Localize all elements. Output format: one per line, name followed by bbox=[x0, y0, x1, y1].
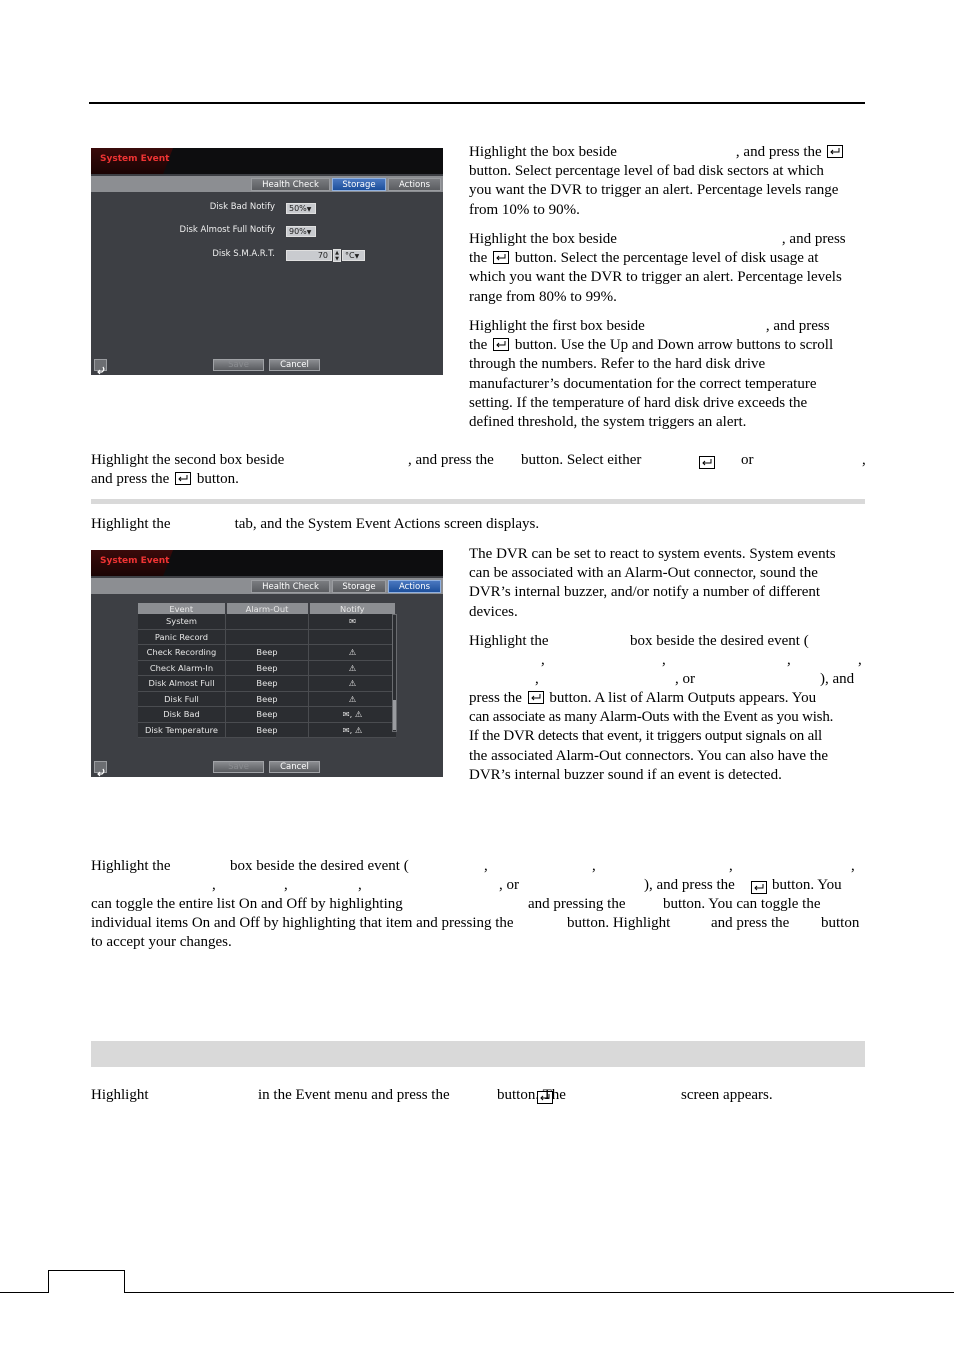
section-divider bbox=[91, 499, 865, 504]
text: box beside the desired event ( bbox=[230, 858, 409, 874]
chevron-down-icon: ▼ bbox=[306, 229, 312, 236]
text: , bbox=[858, 652, 862, 668]
tab-strip bbox=[91, 578, 443, 594]
cancel-button[interactable]: Cancel bbox=[269, 359, 320, 371]
text: from 10% to 90%. bbox=[469, 201, 580, 218]
text: , bbox=[541, 652, 545, 668]
text: which you want the DVR to trigger an alert. Percentage levels bbox=[469, 269, 842, 286]
screen-title: System Event bbox=[100, 154, 170, 164]
disk-bad-paragraph bbox=[469, 143, 869, 220]
text: Highlight the bbox=[91, 516, 171, 532]
text: The DVR can be set to react to system events. System events bbox=[469, 546, 836, 562]
notify-cell[interactable]: ⚠ bbox=[309, 691, 397, 707]
text: , bbox=[484, 858, 488, 874]
text: button. You bbox=[772, 877, 842, 893]
back-icon[interactable] bbox=[94, 359, 107, 371]
cancel-button[interactable]: Cancel bbox=[269, 761, 320, 773]
event-name: Check Recording bbox=[138, 645, 226, 661]
back-icon[interactable] bbox=[94, 761, 107, 773]
text: Highlight the bbox=[91, 858, 171, 874]
enter-icon bbox=[175, 472, 191, 485]
notify-cell[interactable]: ✉, ⚠ bbox=[309, 722, 397, 738]
temperature-unit-select[interactable] bbox=[342, 250, 365, 261]
text: or bbox=[741, 452, 754, 468]
chevron-down-icon: ▼ bbox=[354, 253, 360, 260]
footer-rule bbox=[0, 1292, 954, 1293]
alarm-out-cell[interactable]: Beep bbox=[226, 676, 309, 692]
text: button. Highlight bbox=[567, 915, 671, 931]
text: , bbox=[212, 877, 216, 893]
alarm-out-cell[interactable]: Beep bbox=[226, 722, 309, 738]
text: button. Select the percentage level of disk usage at bbox=[514, 250, 819, 267]
text: to accept your changes. bbox=[91, 934, 232, 950]
up-arrow-icon: ▲ bbox=[335, 250, 339, 256]
event-name: Disk Temperature bbox=[138, 722, 226, 738]
notify-cell[interactable]: ✉ bbox=[309, 614, 397, 629]
text: button. A list of Alarm Outputs appears. You bbox=[549, 690, 817, 706]
text: , bbox=[284, 877, 288, 893]
temperature-unit-value: °C bbox=[345, 251, 355, 260]
text: in the Event menu and press the bbox=[258, 1087, 450, 1103]
text: button. You can toggle the bbox=[663, 896, 821, 912]
text: box beside the desired event ( bbox=[630, 633, 809, 649]
column-header-notify: Notify bbox=[309, 603, 397, 614]
text: , and press the bbox=[408, 452, 494, 468]
text: button. Select either bbox=[521, 452, 642, 468]
notify-paragraph bbox=[91, 857, 869, 952]
column-header-event: Event bbox=[138, 603, 226, 614]
text: can associate as many Alarm-Outs with the Event as you wish. bbox=[469, 709, 834, 726]
text: button bbox=[821, 915, 860, 931]
text: , bbox=[592, 858, 596, 874]
disk-bad-notify-value: 50% bbox=[289, 204, 307, 213]
disk-smart-label: Disk S.M.A.R.T. bbox=[212, 249, 275, 259]
enter-icon bbox=[699, 456, 715, 469]
event-name: System bbox=[138, 614, 226, 629]
text: button. The bbox=[497, 1087, 566, 1103]
disk-almost-full-notify-select[interactable] bbox=[286, 226, 316, 237]
table-row bbox=[138, 660, 396, 676]
event-actions-table bbox=[138, 603, 397, 738]
text: manufacturer’s documentation for the correct temperature bbox=[469, 375, 817, 392]
disk-almost-full-paragraph bbox=[469, 230, 869, 307]
table-row bbox=[138, 629, 396, 645]
tab-health-check[interactable]: Health Check bbox=[251, 178, 330, 191]
text: , or bbox=[499, 877, 519, 893]
text: , bbox=[358, 877, 362, 893]
enter-icon bbox=[751, 881, 767, 894]
table-header bbox=[138, 603, 396, 614]
disk-smart-value: 70 bbox=[317, 251, 328, 260]
table-row bbox=[138, 676, 396, 692]
text: the bbox=[469, 250, 488, 267]
next-section-paragraph bbox=[91, 1086, 869, 1105]
screen-title: System Event bbox=[100, 556, 170, 566]
disk-almost-full-notify-label: Disk Almost Full Notify bbox=[179, 225, 275, 235]
text: , and press the bbox=[735, 144, 822, 160]
text: the associated Alarm-Out connectors. You can also have the bbox=[469, 747, 829, 764]
enter-icon bbox=[493, 251, 509, 264]
text: DVR’s internal buzzer sound if an event is detected. bbox=[469, 766, 782, 783]
tab-storage[interactable]: Storage bbox=[332, 580, 386, 593]
text: range from 80% to 99%. bbox=[469, 288, 617, 305]
text: Highlight the bbox=[469, 633, 549, 649]
text: Highlight the second box beside bbox=[91, 452, 285, 468]
event-name: Panic Record bbox=[138, 629, 226, 645]
disk-bad-notify-label: Disk Bad Notify bbox=[209, 202, 275, 212]
event-name: Disk Full bbox=[138, 691, 226, 707]
text: through the numbers. Refer to the hard disk drive bbox=[469, 356, 766, 373]
event-name: Disk Almost Full bbox=[138, 676, 226, 692]
table-row bbox=[138, 722, 396, 738]
actions-tab-paragraph bbox=[91, 515, 869, 534]
table-row bbox=[138, 707, 396, 723]
notify-cell[interactable] bbox=[309, 629, 397, 645]
alarm-out-cell[interactable]: Beep bbox=[226, 707, 309, 723]
tab-storage[interactable]: Storage bbox=[332, 178, 386, 191]
table-row bbox=[138, 614, 396, 629]
text: , or bbox=[675, 671, 695, 687]
alarm-out-cell[interactable]: Beep bbox=[226, 660, 309, 676]
enter-icon bbox=[493, 338, 509, 351]
text: Highlight the box beside bbox=[469, 231, 617, 247]
text: , bbox=[787, 652, 791, 668]
chevron-down-icon: ▼ bbox=[306, 206, 312, 213]
second-box-paragraph bbox=[91, 451, 869, 489]
actions-intro-paragraph bbox=[469, 545, 869, 622]
text: can toggle the entire list On and Off by highlighting bbox=[91, 896, 403, 912]
table-scrollbar[interactable] bbox=[392, 614, 397, 732]
text: If the DVR detects that event, it triggers output signals on all bbox=[469, 728, 822, 745]
disk-bad-notify-select[interactable] bbox=[286, 203, 316, 214]
text: and press the bbox=[91, 471, 170, 487]
text: , bbox=[535, 671, 539, 687]
table-row bbox=[138, 691, 396, 707]
tab-strip bbox=[91, 176, 443, 192]
system-event-storage-screen bbox=[91, 148, 443, 375]
text: you want the DVR to trigger an alert. Percentage levels range bbox=[469, 182, 839, 199]
text: screen appears. bbox=[681, 1087, 773, 1103]
text: can be associated with an Alarm-Out connector, sound the bbox=[469, 565, 818, 582]
text: Highlight the box beside bbox=[469, 144, 617, 160]
text: and pressing the bbox=[528, 896, 626, 912]
system-event-actions-screen bbox=[91, 550, 443, 777]
text: , bbox=[662, 652, 666, 668]
tab-actions[interactable]: Actions bbox=[388, 178, 441, 191]
save-button[interactable]: Save bbox=[213, 359, 264, 371]
text: Highlight bbox=[91, 1087, 149, 1103]
text: , and press bbox=[781, 231, 846, 247]
notify-cell[interactable]: ⚠ bbox=[309, 676, 397, 692]
text: , bbox=[851, 858, 855, 874]
down-arrow-icon: ▼ bbox=[335, 256, 339, 262]
text: devices. bbox=[469, 603, 518, 620]
alarm-out-cell[interactable] bbox=[226, 614, 309, 629]
text: DVR’s internal buzzer, and/or notify a number of different bbox=[469, 584, 821, 601]
scrollbar-thumb[interactable] bbox=[393, 700, 396, 730]
text: , bbox=[729, 858, 733, 874]
text: ), and press the bbox=[644, 877, 735, 893]
event-name: Disk Bad bbox=[138, 707, 226, 723]
enter-icon bbox=[827, 145, 843, 158]
notify-cell[interactable]: ✉, ⚠ bbox=[309, 707, 397, 723]
text: ), and bbox=[820, 671, 855, 687]
alarm-out-cell[interactable]: Beep bbox=[226, 645, 309, 661]
notify-cell[interactable]: ⚠ bbox=[309, 660, 397, 676]
alarm-out-paragraph bbox=[469, 632, 869, 785]
text: , and press bbox=[765, 318, 830, 334]
tab-actions[interactable]: Actions bbox=[388, 580, 441, 593]
header-rule bbox=[89, 102, 865, 104]
save-button[interactable]: Save bbox=[213, 761, 264, 773]
notify-cell[interactable]: ⚠ bbox=[309, 645, 397, 661]
text: the bbox=[469, 337, 488, 354]
text: individual items On and Off by highlighting that item and pressing the bbox=[91, 915, 514, 931]
text: button. Use the Up and Down arrow buttons to scroll bbox=[514, 337, 834, 354]
alarm-out-cell[interactable] bbox=[226, 629, 309, 645]
table-row bbox=[138, 645, 396, 661]
text: tab, and the System Event Actions screen displays. bbox=[234, 516, 540, 532]
disk-smart-temperature-input[interactable] bbox=[286, 250, 332, 261]
text: press the bbox=[469, 690, 522, 706]
section-heading-bar bbox=[91, 1041, 865, 1067]
column-header-alarm-out: Alarm-Out bbox=[226, 603, 309, 614]
text: button. Select percentage level of bad disk sectors at which bbox=[469, 163, 824, 180]
enter-icon bbox=[528, 691, 544, 704]
page-number-box bbox=[48, 1270, 125, 1293]
text: button. bbox=[196, 471, 239, 487]
text: and press the bbox=[711, 915, 790, 931]
event-name: Check Alarm-In bbox=[138, 660, 226, 676]
text: Highlight the first box beside bbox=[469, 318, 645, 334]
temperature-stepper[interactable] bbox=[333, 249, 341, 262]
alarm-out-cell[interactable]: Beep bbox=[226, 691, 309, 707]
tab-health-check[interactable]: Health Check bbox=[251, 580, 330, 593]
disk-smart-paragraph bbox=[469, 317, 869, 432]
text: defined threshold, the system triggers an alert. bbox=[469, 414, 747, 431]
text: , bbox=[862, 452, 866, 468]
disk-almost-full-notify-value: 90% bbox=[289, 227, 307, 236]
text: setting. If the temperature of hard disk drive exceeds the bbox=[469, 394, 808, 411]
